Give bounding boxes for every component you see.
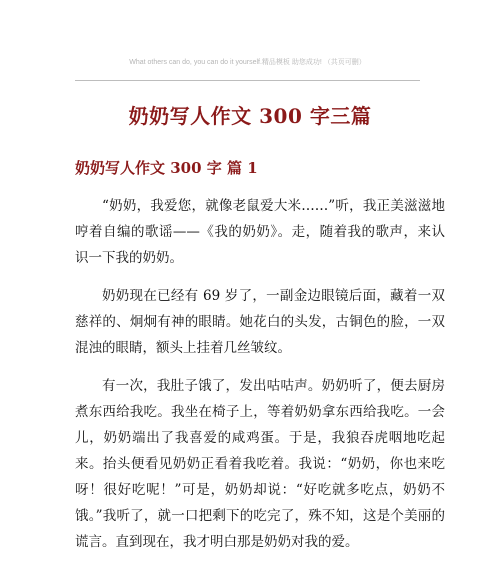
paragraph: 奶奶现在已经有 69 岁了，一副金边眼镜后面，藏着一双慈祥的、炯炯有神的眼睛。她花白的头发，古铜色的脸，一双混浊的眼睛，额头上挂着几丝皱纹。 xyxy=(75,288,445,356)
header-divider xyxy=(75,80,420,81)
document-title: 奶奶写人作文 300 字三篇 xyxy=(128,104,372,128)
page-header: What others can do, you can do it yourself.精品模板 助您成功! （共页可删） xyxy=(129,59,366,66)
section-title: 奶奶写人作文 300 字 篇 1 xyxy=(75,159,258,177)
paragraph: “奶奶，我爱您，就像老鼠爱大米……”听，我正美滋滋地哼着自编的歌谣——《我的奶奶》。走，随着我的歌声，来认识一下我的奶奶。 xyxy=(75,198,445,266)
paragraph: 有一次，我肚子饿了，发出咕咕声。奶奶听了，便去厨房煮东西给我吃。我坐在椅子上，等着奶奶拿东西给我吃。一会儿，奶奶端出了我喜爱的咸鸡蛋。于是，我狼吞虎咽地吃起来。抬头便看见奶奶正看着我吃着。我说：“奶奶，你也来吃呀！很好吃呢！”可是，奶奶却说：“好吃就多吃点，奶奶不饿。”我听了，就一口把剩下的吃完了，殊不知，这是个美丽的谎言。直到现在，我才明白那是奶奶对我的爱。 xyxy=(75,378,445,550)
document-body xyxy=(75,193,445,567)
